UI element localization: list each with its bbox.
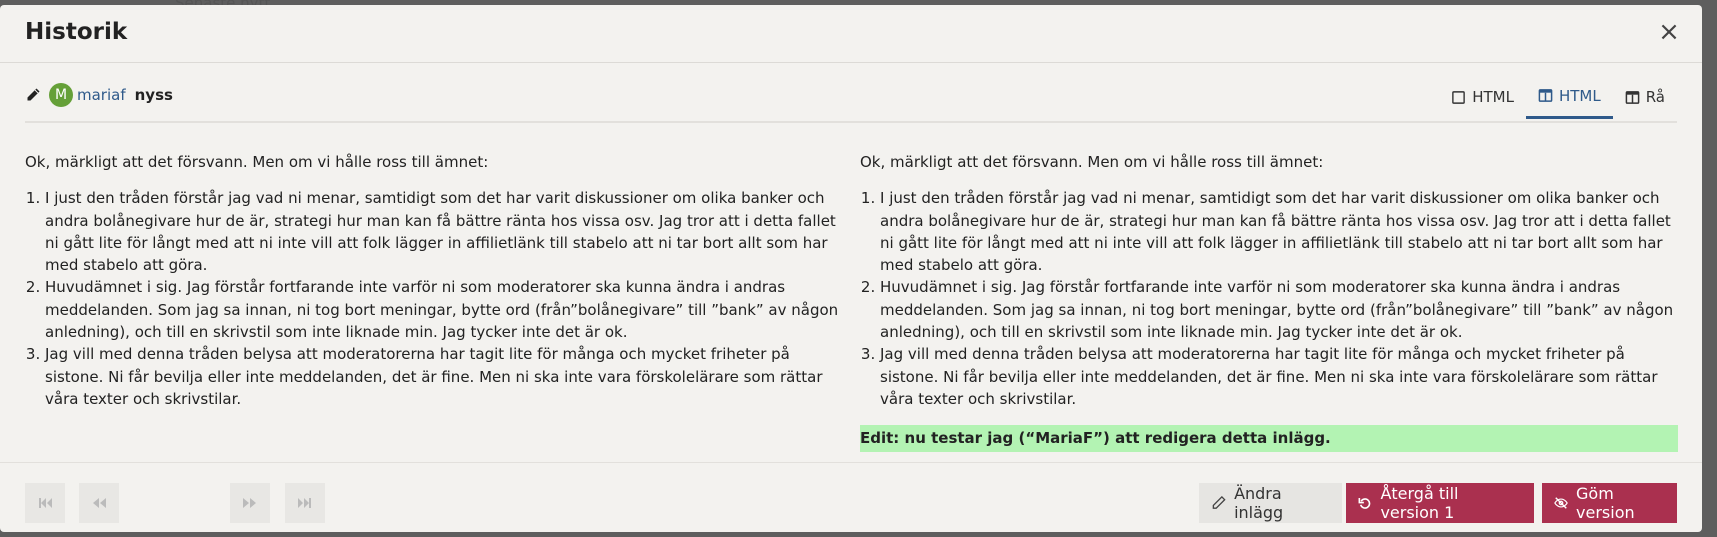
list-item: 3. Jag vill med denna tråden belysa att moderatorerna har tagit lite för många och mycket friheter på sistone. Ni får bevilja eller inte meddelanden, det är fine. Men ni ska inte vara förskolelärare som rättar våra texter och skrivstilar. (880, 343, 1680, 410)
post-intro: Ok, märkligt att det försvann. Men om vi hålle ross till ämnet: (25, 153, 489, 171)
avatar[interactable]: M (49, 83, 73, 107)
first-version-button[interactable] (25, 483, 65, 523)
skip-last-icon (297, 495, 313, 511)
last-version-button[interactable] (285, 483, 325, 523)
close-icon[interactable]: × (1658, 17, 1680, 47)
revision-meta (25, 83, 173, 107)
tab-label: Rå (1645, 88, 1665, 106)
hide-version-label: Göm version (1576, 484, 1635, 522)
edit-post-button[interactable] (1199, 483, 1342, 523)
username-link[interactable]: mariaf (77, 86, 126, 104)
next-version-button[interactable] (230, 483, 270, 523)
backward-icon (91, 495, 107, 511)
edit-post-label: Ändra inlägg (1234, 484, 1284, 522)
list-item: 2. Huvudämnet i sig. Jag förstår fortfarande inte varför ni som moderatorer ska kunna ändra i andras meddelanden. Som jag sa innan, ni tog bort meningar, bytte ord (från”bolånegivare” till ”bank” av någon anledning), och till en skrivstil som inte liknade min. Jag tycker inte det är ok. (880, 276, 1680, 343)
list-item: 1. I just den tråden förstår jag vad ni menar, samtidigt som det har varit diskussioner om olika banker och andra bolånegivare hur de är, strategi hur man kan få bättre ränta hos vissa osv. Jag tror att i detta fallet ni gått lite för långt med att ni inte vill att folk lägger in affilietlänk till stabelo att ni tar bort allt som har med stabelo att göra. (45, 187, 845, 276)
revert-version-button[interactable] (1346, 483, 1534, 523)
pencil-icon (25, 87, 41, 103)
revision-time: nyss (134, 86, 173, 104)
history-modal (0, 5, 1702, 532)
undo-icon (1358, 495, 1372, 511)
list-item: 3. Jag vill med denna tråden belysa att moderatorerna har tagit lite för många och mycket friheter på sistone. Ni får bevilja eller inte meddelanden, det är fine. Men ni ska inte vara förskolelärare som rättar våra texter och skrivstilar. (45, 343, 845, 410)
tab-raw-side-by-side[interactable] (1613, 75, 1677, 119)
pencil-icon (1211, 495, 1226, 511)
view-tabs (1439, 75, 1677, 121)
post-list (25, 187, 845, 410)
eye-slash-icon (1554, 495, 1568, 511)
list-item: 1. I just den tråden förstår jag vad ni menar, samtidigt som det har varit diskussioner om olika banker och andra bolånegivare hur de är, strategi hur man kan få bättre ränta hos vissa osv. Jag tror att i detta fallet ni gått lite för långt med att ni inte vill att folk lägger in affilietlänk till stabelo att ni tar bort allt som har med stabelo att göra. (880, 187, 1680, 276)
tab-html-inline[interactable] (1439, 75, 1526, 119)
revision-bar (25, 75, 1677, 123)
hide-version-button[interactable] (1542, 483, 1677, 523)
tab-label: HTML (1472, 88, 1514, 106)
diff-previous-version (25, 151, 845, 410)
modal-header (0, 5, 1702, 63)
tab-label: HTML (1558, 86, 1601, 105)
post-intro: Ok, märkligt att det försvann. Men om vi hålle ross till ämnet: (860, 153, 1324, 171)
tab-html-side-by-side[interactable] (1526, 75, 1613, 119)
previous-version-button[interactable] (79, 483, 119, 523)
skip-first-icon (37, 495, 53, 511)
list-item: 2. Huvudämnet i sig. Jag förstår fortfarande inte varför ni som moderatorer ska kunna ändra i andras meddelanden. Som jag sa innan, ni tog bort meningar, bytte ord (från”bolånegivare” till ”bank” av någon anledning), och till en skrivstil som inte liknade min. Jag tycker inte det är ok. (45, 276, 845, 343)
inserted-text: Edit: nu testar jag (“MariaF”) att redigera detta inlägg. (860, 425, 1678, 451)
modal-footer (0, 462, 1702, 532)
side-by-side-raw-icon (1625, 90, 1640, 105)
side-by-side-icon (1538, 88, 1553, 103)
forward-icon (242, 495, 258, 511)
square-icon (1451, 90, 1466, 105)
revert-version-label: Återgå till version 1 (1380, 484, 1459, 522)
post-list (860, 187, 1680, 410)
modal-title: Historik (25, 19, 128, 45)
diff-current-version (860, 151, 1680, 452)
